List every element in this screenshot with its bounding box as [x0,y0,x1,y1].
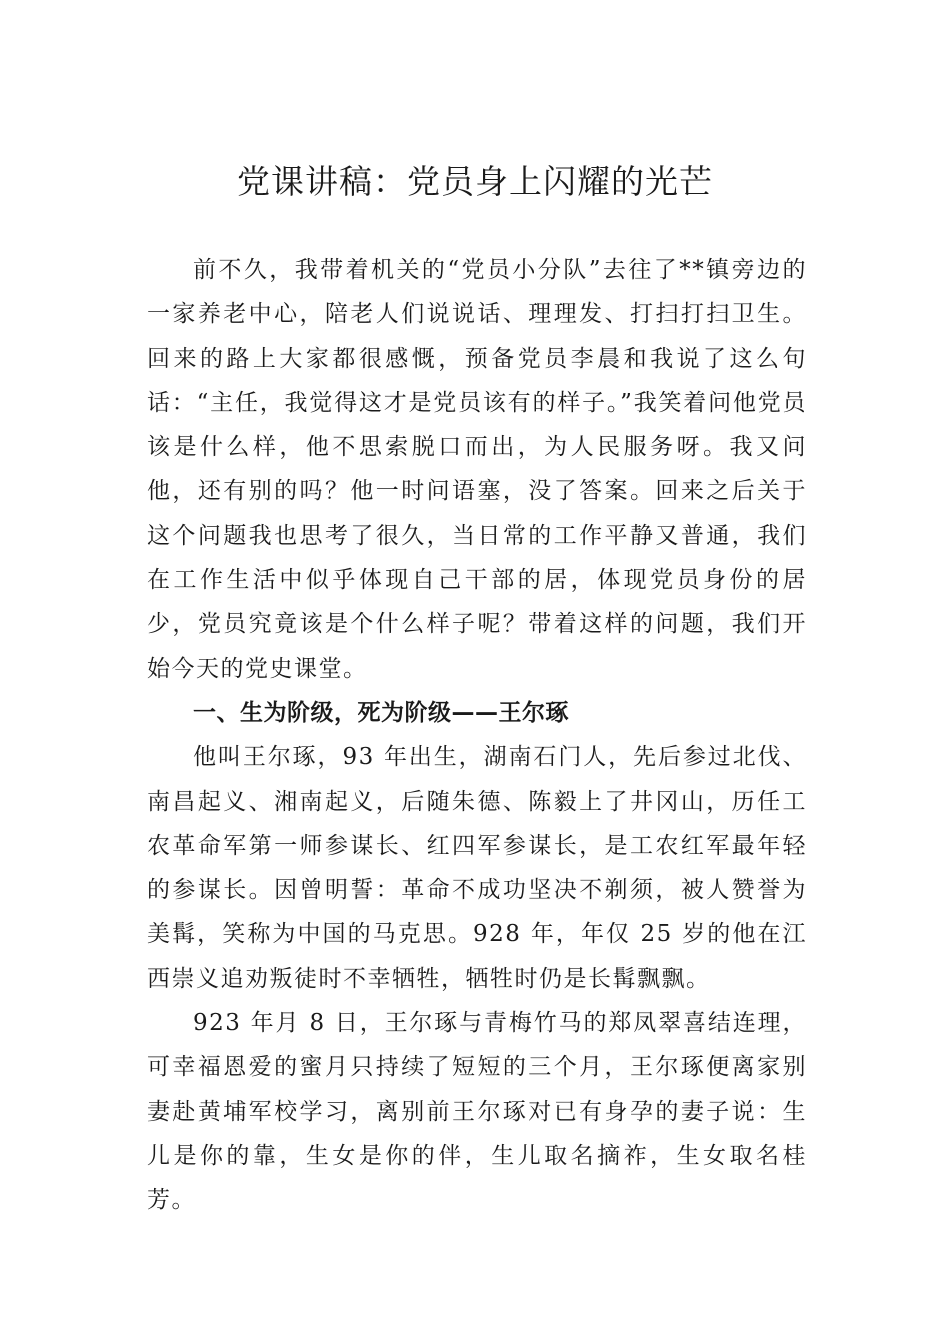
paragraph-biography: 他叫王尔琢，93 年出生，湖南石门人，先后参过北伐、南昌起义、湘南起义，后随朱德、陈毅上了井冈山，历任工农革命军第一师参谋长、红四军参谋长，是工农红军最年轻的参谋长。因曾明誓：革命不成功坚决不剃须，被人赞誉为美髯，笑称为中国的马克思。928 年，年仅 25 岁的他在江西崇义追劝叛徒时不幸牺牲，牺牲时仍是长髯飘飘。 [147,744,807,992]
paragraph-marriage: 923 年月 8 日，王尔琢与青梅竹马的郑凤翠喜结连理，可幸福恩爱的蜜月只持续了短短的三个月，王尔琢便离家别妻赴黄埔军校学习，离别前王尔琢对已有身孕的妻子说：生儿是你的靠，生女是你的伴，生儿取名摘祚，生女取名桂芳。 [147,1010,807,1214]
document-title: 党课讲稿：党员身上闪耀的光芒 [237,162,713,201]
paragraph-intro: 前不久，我带着机关的“党员小分队”去往了**镇旁边的一家养老中心，陪老人们说说话、理理发、打扫打扫卫生。回来的路上大家都很感慨，预备党员李晨和我说了这么句话：“主任，我觉得这才是党员该有的样子。”我笑着问他党员该是什么样，他不思索脱口而出，为人民服务呀。我又问他，还有别的吗？他一时问语塞，没了答案。回来之后关于这个问题我也思考了很久，当日常的工作平静又普通，我们在工作生活中似乎体现自己干部的居，体现党员身份的居少，党员究竟该是个什么样子呢？带着这样的问题，我们开始今天的党史课堂。 [147,257,807,682]
document-body [147,248,807,1223]
section-heading: 一、生为阶级，死为阶级——王尔琢 [193,699,569,726]
